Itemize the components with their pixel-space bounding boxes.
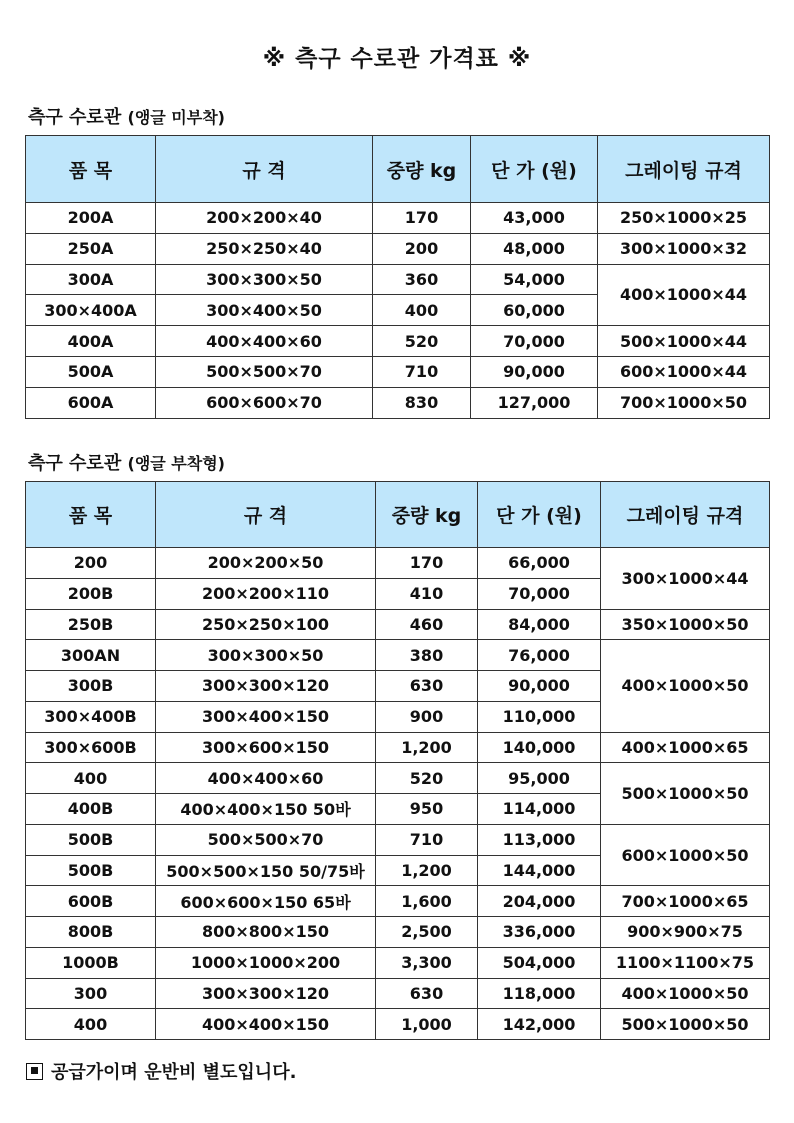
cell-price: 84,000: [478, 609, 601, 640]
table-row: [26, 763, 770, 794]
cell-grating: 400×1000×50: [601, 978, 770, 1009]
cell-spec: 300×400×50: [156, 295, 373, 326]
table-row: [26, 203, 770, 234]
cell-price: 113,000: [478, 824, 601, 855]
header-spec: 규 격: [156, 136, 373, 203]
cell-item: 1000B: [26, 947, 156, 978]
cell-spec: 300×400×150: [156, 701, 376, 732]
cell-grating: 500×1000×50: [601, 763, 770, 825]
cell-weight: 170: [373, 203, 471, 234]
cell-item: 400A: [26, 326, 156, 357]
cell-grating: 350×1000×50: [601, 609, 770, 640]
cell-grating: 600×1000×44: [598, 356, 770, 387]
cell-item: 200B: [26, 578, 156, 609]
cell-spec: 300×600×150: [156, 732, 376, 763]
cell-price: 144,000: [478, 855, 601, 886]
cell-item: 500A: [26, 356, 156, 387]
cell-item: 300×400A: [26, 295, 156, 326]
cell-weight: 1,200: [376, 732, 478, 763]
table-row: [26, 1009, 770, 1040]
cell-price: 43,000: [471, 203, 598, 234]
cell-spec: 500×500×150 50/75바: [156, 855, 376, 886]
footnote: [26, 1058, 296, 1084]
cell-price: 504,000: [478, 947, 601, 978]
table-row: [26, 387, 770, 418]
cell-spec: 400×400×60: [156, 763, 376, 794]
section2-title: [28, 449, 225, 475]
cell-weight: 1,600: [376, 886, 478, 917]
cell-price: 140,000: [478, 732, 601, 763]
cell-weight: 410: [376, 578, 478, 609]
table-row: [26, 947, 770, 978]
cell-spec: 200×200×50: [156, 548, 376, 579]
cell-weight: 950: [376, 794, 478, 825]
cell-grating: 900×900×75: [601, 917, 770, 948]
cell-grating: 700×1000×65: [601, 886, 770, 917]
cell-weight: 2,500: [376, 917, 478, 948]
cell-item: 300AN: [26, 640, 156, 671]
table-row: [26, 356, 770, 387]
cell-weight: 630: [376, 671, 478, 702]
cell-price: 54,000: [471, 264, 598, 295]
cell-weight: 630: [376, 978, 478, 1009]
cell-price: 142,000: [478, 1009, 601, 1040]
cell-weight: 360: [373, 264, 471, 295]
cell-item: 300: [26, 978, 156, 1009]
cell-grating: 300×1000×32: [598, 233, 770, 264]
cell-price: 118,000: [478, 978, 601, 1009]
cell-spec: 300×300×50: [156, 264, 373, 295]
cell-spec: 500×500×70: [156, 356, 373, 387]
cell-spec: 400×400×150: [156, 1009, 376, 1040]
cell-price: 60,000: [471, 295, 598, 326]
cell-weight: 3,300: [376, 947, 478, 978]
cell-item: 200A: [26, 203, 156, 234]
header-spec: 규 격: [156, 482, 376, 548]
table-row: [26, 609, 770, 640]
header-price: 단 가 (원): [478, 482, 601, 548]
cell-grating: 600×1000×50: [601, 824, 770, 886]
cell-item: 400: [26, 763, 156, 794]
table-header-row: [26, 136, 770, 203]
cell-weight: 830: [373, 387, 471, 418]
page-title: ※ 측구 수로관 가격표 ※: [262, 46, 532, 72]
section1-title-text: 측구 수로관: [28, 107, 122, 128]
cell-item: 600A: [26, 387, 156, 418]
cell-price: 110,000: [478, 701, 601, 732]
cell-weight: 170: [376, 548, 478, 579]
cell-weight: 710: [373, 356, 471, 387]
cell-price: 48,000: [471, 233, 598, 264]
cell-price: 90,000: [471, 356, 598, 387]
cell-item: 300×400B: [26, 701, 156, 732]
cell-spec: 500×500×70: [156, 824, 376, 855]
cell-grating: 400×1000×44: [598, 264, 770, 326]
cell-price: 114,000: [478, 794, 601, 825]
header-weight: 중량 kg: [373, 136, 471, 203]
cell-item: 300B: [26, 671, 156, 702]
header-item: 품 목: [26, 136, 156, 203]
cell-spec: 600×600×150 65바: [156, 886, 376, 917]
cell-weight: 400: [373, 295, 471, 326]
table-row: [26, 978, 770, 1009]
cell-price: 95,000: [478, 763, 601, 794]
filled-square-icon: [26, 1063, 43, 1080]
price-table-angle-attached: [25, 481, 770, 1040]
cell-spec: 800×800×150: [156, 917, 376, 948]
table-header-row: [26, 482, 770, 548]
cell-price: 336,000: [478, 917, 601, 948]
cell-grating: 1100×1100×75: [601, 947, 770, 978]
cell-item: 300×600B: [26, 732, 156, 763]
cell-price: 127,000: [471, 387, 598, 418]
footnote-text: 공급가이며 운반비 별도입니다.: [51, 1062, 297, 1083]
cell-spec: 300×300×120: [156, 671, 376, 702]
cell-spec: 300×300×50: [156, 640, 376, 671]
cell-weight: 520: [376, 763, 478, 794]
header-grating: 그레이팅 규격: [601, 482, 770, 548]
table-row: [26, 917, 770, 948]
cell-item: 250A: [26, 233, 156, 264]
cell-price: 76,000: [478, 640, 601, 671]
cell-item: 800B: [26, 917, 156, 948]
table-row: [26, 548, 770, 579]
table-row: [26, 824, 770, 855]
section1-title: [28, 103, 225, 129]
cell-spec: 200×200×40: [156, 203, 373, 234]
cell-grating: 500×1000×44: [598, 326, 770, 357]
cell-spec: 200×200×110: [156, 578, 376, 609]
table-row: [26, 233, 770, 264]
cell-grating: 300×1000×44: [601, 548, 770, 610]
table-row: [26, 264, 770, 295]
cell-weight: 710: [376, 824, 478, 855]
cell-weight: 380: [376, 640, 478, 671]
cell-price: 204,000: [478, 886, 601, 917]
cell-price: 70,000: [478, 578, 601, 609]
section2-title-text: 측구 수로관: [28, 453, 122, 474]
table-row: [26, 732, 770, 763]
cell-item: 400B: [26, 794, 156, 825]
cell-spec: 400×400×150 50바: [156, 794, 376, 825]
cell-item: 200: [26, 548, 156, 579]
cell-price: 70,000: [471, 326, 598, 357]
cell-spec: 600×600×70: [156, 387, 373, 418]
table-row: [26, 886, 770, 917]
cell-weight: 520: [373, 326, 471, 357]
cell-grating: 400×1000×65: [601, 732, 770, 763]
cell-weight: 460: [376, 609, 478, 640]
header-price: 단 가 (원): [471, 136, 598, 203]
cell-weight: 200: [373, 233, 471, 264]
cell-grating: 400×1000×50: [601, 640, 770, 732]
cell-weight: 1,000: [376, 1009, 478, 1040]
cell-item: 400: [26, 1009, 156, 1040]
cell-weight: 1,200: [376, 855, 478, 886]
cell-spec: 300×300×120: [156, 978, 376, 1009]
section1-subtitle: (앵글 미부착): [127, 108, 225, 127]
cell-item: 500B: [26, 855, 156, 886]
cell-grating: 700×1000×50: [598, 387, 770, 418]
cell-spec: 400×400×60: [156, 326, 373, 357]
cell-price: 66,000: [478, 548, 601, 579]
cell-item: 600B: [26, 886, 156, 917]
cell-item: 250B: [26, 609, 156, 640]
section2-subtitle: (앵글 부착형): [127, 454, 225, 473]
header-grating: 그레이팅 규격: [598, 136, 770, 203]
cell-spec: 1000×1000×200: [156, 947, 376, 978]
cell-grating: 250×1000×25: [598, 203, 770, 234]
cell-item: 500B: [26, 824, 156, 855]
table-row: [26, 640, 770, 671]
header-item: 품 목: [26, 482, 156, 548]
table-row: [26, 326, 770, 357]
price-table-angle-unattached: [25, 135, 770, 419]
cell-price: 90,000: [478, 671, 601, 702]
cell-spec: 250×250×100: [156, 609, 376, 640]
cell-weight: 900: [376, 701, 478, 732]
cell-spec: 250×250×40: [156, 233, 373, 264]
header-weight: 중량 kg: [376, 482, 478, 548]
cell-grating: 500×1000×50: [601, 1009, 770, 1040]
cell-item: 300A: [26, 264, 156, 295]
